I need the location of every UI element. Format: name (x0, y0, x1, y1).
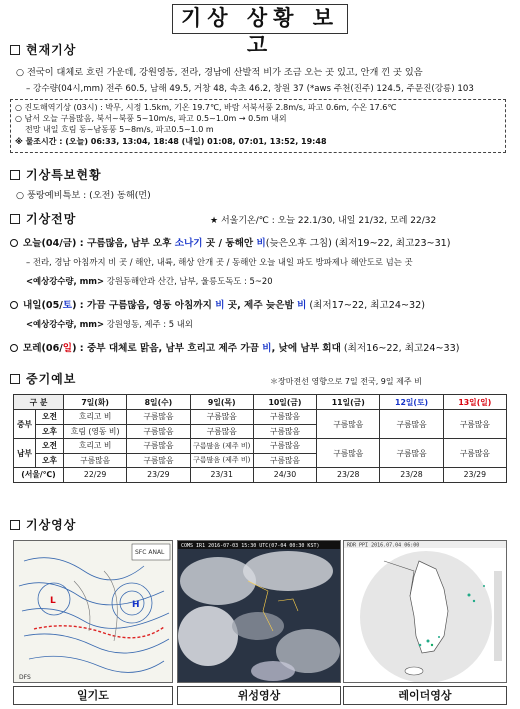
table-row (14, 439, 507, 454)
table-cell: 구름많음 (317, 410, 380, 439)
table-cell: 24/30 (253, 468, 316, 483)
table-cell: 구름많음 (64, 453, 127, 468)
table-cell: 23/31 (190, 468, 253, 483)
table-cell: 구름많음 (제주 비) (190, 453, 253, 468)
satellite-image (177, 540, 341, 683)
day-header: 12일(토) (380, 395, 443, 410)
rainfall-value: 강원영동, 제주 : 5 내외 (104, 319, 193, 329)
section-label: 현재기상 (26, 43, 77, 57)
day-header: 11일(금) (317, 395, 380, 410)
marine-row-1: ○ 진도해역기상 (03시) : 박무, 시정 1.5km, 기온 19.7℃, 바람 서북서풍 2.8m/s, 파고 0.6m, 수온 17.6℃ (15, 103, 397, 112)
weekly-corner: 구 분 (14, 395, 64, 410)
today-temp: (최저19~22, 최고23~31) (331, 238, 451, 249)
section-special-heading (10, 166, 102, 183)
weekly-header-row (14, 395, 507, 410)
ring-bullet-icon (10, 239, 18, 247)
section-weekly-heading (10, 370, 76, 387)
day2-text-mid: ) : 중부 대체로 맑음, 남부 흐리고 제주 가끔 (72, 343, 263, 354)
chart-top-label: SFC ANAL (135, 549, 165, 556)
caption-satellite: 위성영상 (177, 686, 341, 705)
table-row (14, 410, 507, 425)
tom-rain: 비 (215, 300, 225, 311)
caption-radar: 레이더영상 (343, 686, 507, 705)
weekly-table (13, 394, 507, 483)
period-am: 오전 (36, 439, 64, 454)
today-text: 오늘(04/금) : 구름많음, 남부 오후 (23, 238, 175, 249)
current-line1 (16, 64, 423, 78)
caption-weather-chart: 일기도 (13, 686, 173, 705)
checkbox-square-icon (10, 374, 20, 384)
day2-post: , 낮에 남부 회대 (271, 343, 341, 354)
ring-bullet-icon (10, 344, 18, 352)
section-images-heading (10, 516, 76, 533)
today-sub: – 전라, 경남 아침까지 비 곳 / 해안, 내륙, 해상 안개 곳 / 동해안 오늘 내일 파도 방파제나 해안도로 넘는 곳 (26, 257, 413, 267)
period-pm: 오후 (36, 453, 64, 468)
section-label: 중기예보 (26, 372, 77, 386)
table-cell: 구름많음 (443, 410, 506, 439)
weather-chart-image (13, 540, 173, 683)
table-cell: 구름많음 (127, 424, 190, 439)
table-cell: 구름많음 (127, 410, 190, 425)
tom-text-mid: ) : 가끔 구름많음, 영동 아침까지 (72, 300, 216, 311)
table-cell: 구름많음 (제주 비) (190, 439, 253, 454)
seoul-temps-text: 서울기온/℃ : 오늘 22.1/30, 내일 21/32, 모레 22/32 (220, 216, 437, 226)
section-label: 기상특보현황 (26, 168, 102, 182)
rainfall-label: <예상강수량, mm> (26, 319, 105, 329)
today-shower: 소나기 (174, 238, 203, 249)
forecast-day2 (10, 340, 459, 354)
marine-row-2: ○ 남서 오늘 구름많음, 북서~북풍 5~10m/s, 파고 0.5~1.0m → 0.5m 내외 (15, 114, 287, 124)
radar-image (343, 540, 507, 683)
checkbox-square-icon (10, 520, 20, 530)
section-forecast-heading (10, 210, 76, 227)
tom-temp: (최저17~22, 최고24~32) (306, 300, 425, 311)
today-rain: 비 (256, 238, 266, 249)
table-cell: 구름많음 (253, 439, 316, 454)
radar-header: RDR PPI 2016.07.04 06:00 (347, 542, 420, 549)
marine-row-1-text: 진도해역기상 (03시) : 박무, 시정 1.5km, 기온 19.7℃, 바람 서북서풍 2.8m/s, 파고 0.6m, 수온 17.6℃ (24, 103, 397, 112)
table-row-seoul (14, 468, 507, 483)
section-current-heading (10, 41, 76, 58)
period-am: 오전 (36, 410, 64, 425)
weather-chart-svg (14, 541, 173, 683)
today-rainfall (26, 275, 273, 287)
table-cell: 흐리고 비 (64, 410, 127, 425)
checkbox-square-icon (10, 214, 20, 224)
table-cell: 구름많음 (253, 410, 316, 425)
table-cell: 23/29 (443, 468, 506, 483)
marine-row-3: 전망 내일 흐림 동~남동풍 5~8m/s, 파고0.5~1.0 m (25, 125, 214, 135)
seoul-temps (210, 213, 436, 226)
day-header: 8일(수) (127, 395, 190, 410)
day2-day: 일 (62, 343, 73, 354)
marine-row-4: ※ 물조시간 : (오늘) 06:33, 13:04, 18:48 (내일) 01:08, 07:01, 13:52, 19:48 (15, 136, 327, 146)
table-cell: 구름많음 (253, 453, 316, 468)
table-cell: 구름많음 (127, 439, 190, 454)
table-cell: 흐림 (영동 비) (64, 424, 127, 439)
table-cell: 구름많음 (190, 410, 253, 425)
asterisk-icon: ★ (210, 216, 221, 226)
table-cell: 23/28 (317, 468, 380, 483)
rainfall-value: 강원동해안과 산간, 남부, 울릉도독도 : 5~20 (104, 276, 273, 286)
region-south: 남부 (14, 439, 36, 468)
table-cell: 흐리고 비 (64, 439, 127, 454)
bullet-circle-icon: ○ (16, 190, 27, 201)
section-label: 기상전망 (26, 212, 77, 226)
day-header: 13일(일) (443, 395, 506, 410)
table-cell: 구름많음 (190, 424, 253, 439)
tom-text: 내일(05/ (23, 300, 63, 311)
region-north: 중부 (14, 410, 36, 439)
tom-text-mid2: 곳, 제주 늦은밤 (224, 300, 298, 311)
day-header: 9일(목) (190, 395, 253, 410)
section-label: 기상영상 (26, 518, 77, 532)
rainfall-label: <예상강수량, mm> (26, 276, 105, 286)
current-line2: – 강수량(04시,mm) 전주 60.5, 남해 49.5, 거창 48, 속초 46.2, 창원 37 (*aws 주천(진주) 124.5, 주문진(강릉) 103 (26, 84, 474, 94)
day-header: 10일(금) (253, 395, 316, 410)
today-post: (늦은오후 그침) (265, 238, 332, 249)
table-cell: 구름많음 (317, 439, 380, 468)
sat-header: COMS IR1 2016-07-03 15:30 UTC(07-04 00:30 KST) (181, 543, 320, 549)
svg-text:L: L (50, 596, 56, 606)
chart-corner: DFS (19, 674, 31, 681)
marine-row-2-text: 남서 오늘 구름많음, 북서~북풍 5~10m/s, 파고 0.5~1.0m → 0.5m 내외 (24, 114, 287, 124)
weekly-note: ＊장마전선 영향으로 7일 전국, 9일 제주 비 (270, 377, 422, 386)
day2-rain: 비 (262, 343, 272, 354)
bullet-circle-icon: ○ (16, 67, 27, 78)
forecast-tomorrow (10, 297, 425, 311)
tom-rainfall (26, 318, 193, 330)
checkbox-square-icon (10, 45, 20, 55)
table-cell: 23/29 (127, 468, 190, 483)
page-title: 기상 상황 보고 (172, 4, 348, 34)
day2-text: 모레(06/ (23, 343, 63, 354)
table-cell: 구름많음 (380, 410, 443, 439)
marine-info-box (10, 99, 506, 153)
special-line (16, 187, 151, 201)
forecast-today (10, 235, 451, 249)
tom-day: 토 (62, 300, 73, 311)
tom-rain2: 비 (297, 300, 307, 311)
table-cell: 23/28 (380, 468, 443, 483)
radar-svg (344, 541, 507, 683)
day-header: 7일(화) (64, 395, 127, 410)
satellite-svg (178, 541, 341, 683)
table-cell: 구름많음 (253, 424, 316, 439)
day2-temp: (최저16~22, 최고24~33) (340, 343, 460, 354)
special-line-text: 풍랑예비특보 : (오전) 동해(먼) (26, 190, 151, 201)
table-cell: 구름많음 (443, 439, 506, 468)
current-line1-text: 전국이 대체로 흐린 가운데, 강원영동, 전라, 경남에 산발적 비가 조금 오는 곳 있고, 안개 낀 곳 있음 (26, 67, 423, 78)
checkbox-square-icon (10, 170, 20, 180)
today-text-mid: 곳 / 동해안 (202, 238, 257, 249)
svg-text:H: H (132, 600, 140, 610)
table-cell: 22/29 (64, 468, 127, 483)
table-cell: 구름많음 (127, 453, 190, 468)
ring-bullet-icon (10, 301, 18, 309)
seoul-label: (서울/℃) (14, 468, 64, 483)
period-pm: 오후 (36, 424, 64, 439)
table-cell: 구름많음 (380, 439, 443, 468)
